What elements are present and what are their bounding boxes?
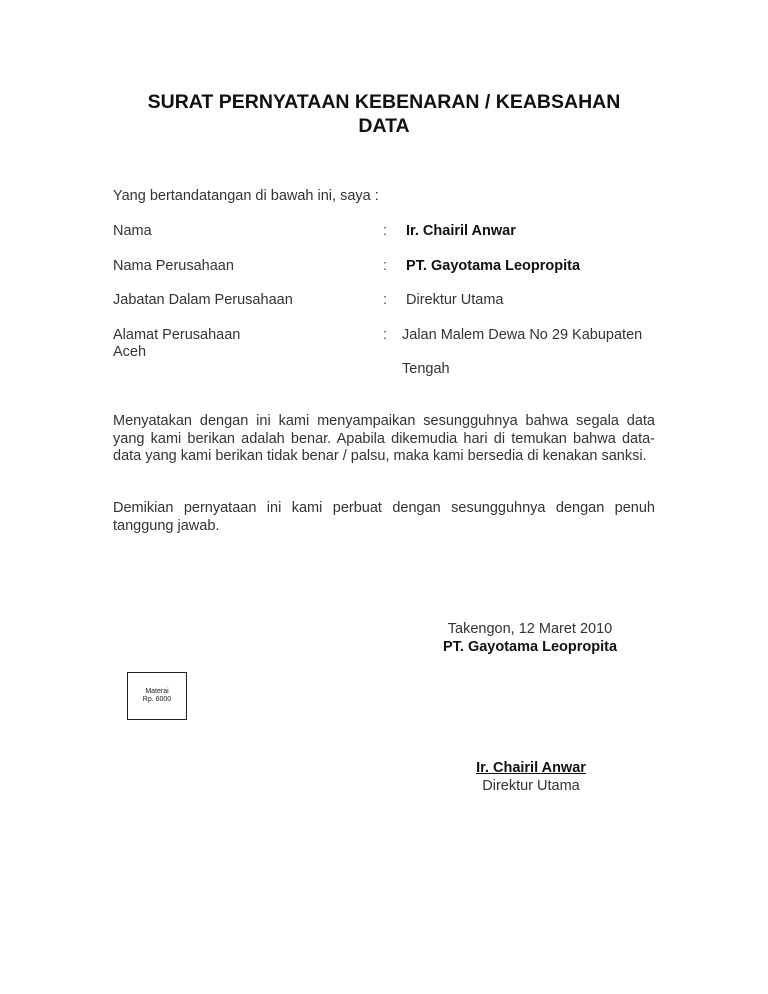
field-value: Direktur Utama <box>406 292 504 308</box>
stamp-amount: Rp. 6000 <box>142 696 172 703</box>
signer-block <box>450 760 612 795</box>
company-name: PT. Gayotama Leopropita <box>442 638 618 655</box>
field-colon: : <box>383 223 388 239</box>
closing-paragraph: Demikian pernyataan ini kami perbuat dengan sesungguhnya dengan penuh tanggung jawab. <box>113 500 655 534</box>
field-value-continuation: Tengah <box>402 361 450 377</box>
field-label: Alamat Perusahaan <box>113 327 241 343</box>
field-label: Nama Perusahaan <box>113 258 234 274</box>
signer-role: Direktur Utama <box>482 777 580 794</box>
field-value: Ir. Chairil Anwar <box>406 223 516 239</box>
field-label: Jabatan Dalam Perusahaan <box>113 292 293 308</box>
statement-paragraph: Menyatakan dengan ini kami menyampaikan sesungguhnya bahwa segala data yang kami berikan adalah benar. Apabila dikemudia hari di temukan bahwa data-data yang kami berikan tidak benar / palsu, maka kami bersedia di kenakan sanksi. <box>113 413 655 465</box>
stamp-box <box>127 672 187 720</box>
place-date: Takengon, 12 Maret 2010 <box>447 621 613 637</box>
title-line-1: SURAT PERNYATAAN KEBENARAN / KEABSAHAN <box>147 91 621 113</box>
intro-text: Yang bertandatangan di bawah ini, saya : <box>113 188 379 204</box>
signer-name: Ir. Chairil Anwar <box>476 760 586 776</box>
field-row-alamat <box>113 327 658 387</box>
field-label-continuation: Aceh <box>113 344 147 360</box>
title-line-2: DATA <box>358 115 410 137</box>
stamp-label: Materai <box>145 688 169 695</box>
field-colon: : <box>383 327 388 343</box>
field-value: Jalan Malem Dewa No 29 Kabupaten <box>402 327 643 343</box>
document-title <box>113 90 655 138</box>
field-colon: : <box>383 292 388 308</box>
field-value: PT. Gayotama Leopropita <box>406 258 581 274</box>
field-label: Nama <box>113 223 152 239</box>
signature-header <box>420 621 640 656</box>
field-colon: : <box>383 258 388 274</box>
